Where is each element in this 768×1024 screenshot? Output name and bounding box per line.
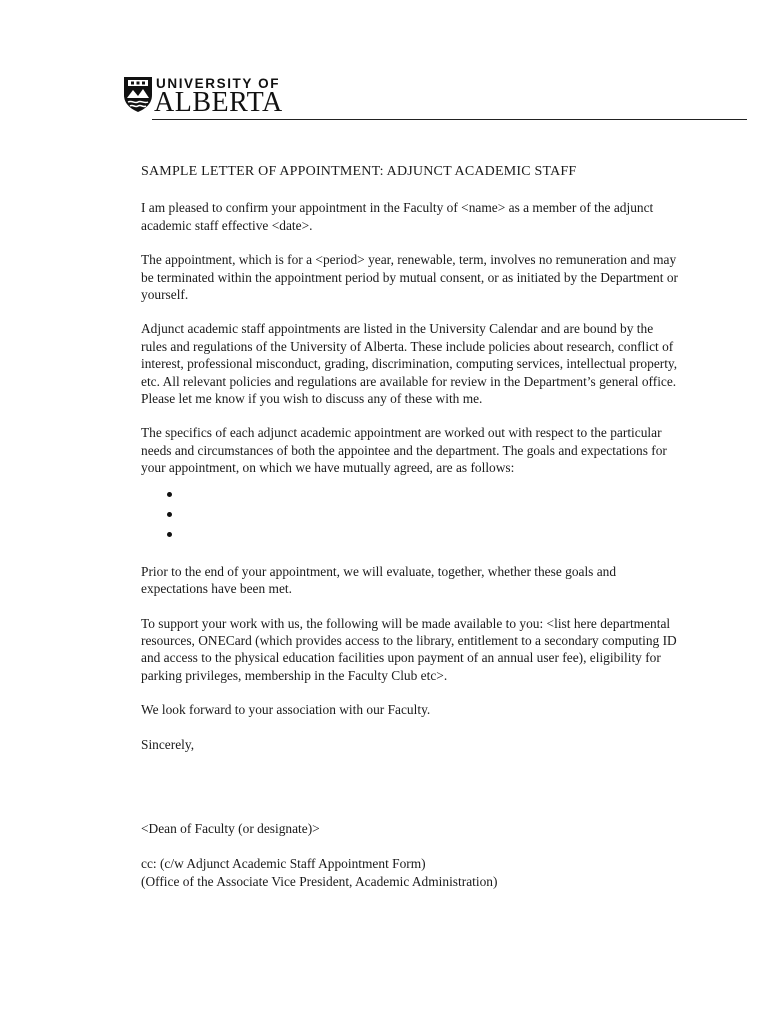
salutation-sincerely: Sincerely, <box>141 736 195 752</box>
paragraph-resources: To support your work with us, the following will be made available to you: <list here departmental resources, ONECard (which provides access to the library, entitlement to a secondary computing ID and access to the physical education facilities upon payment of an annual user fee), eligibility for parking privileges, membership in the Faculty Club etc>. <box>141 615 677 683</box>
empty-bullet-item <box>141 525 681 545</box>
empty-bullet-item <box>141 505 681 525</box>
paragraph-goals: The specifics of each adjunct academic appointment are worked out with respect to the particular needs and circumstances of both the appointee and the department. The goals and expectations for your appointment, on which we have mutually agreed, are as follows: <box>141 425 667 476</box>
cc-line-office: (Office of the Associate Vice President, Academic Administration) <box>141 873 498 889</box>
university-logo <box>100 53 315 123</box>
letter-body <box>141 163 681 890</box>
paragraph-policies: Adjunct academic staff appointments are listed in the University Calendar and are bound by the rules and regulations of the University of Alberta. These include policies about research, conflict of interest, professional misconduct, grading, discrimination, computing services, intellectual property, etc. All relevant policies and regulations are available for review in the Department’s general office. Please let me know if you wish to discuss any of these with me. <box>141 321 678 407</box>
cc-line-form: cc: (c/w Adjunct Academic Staff Appointment Form) <box>141 856 426 872</box>
university-crest-icon <box>122 75 154 113</box>
paragraph-term: The appointment, which is for a <period> year, renewable, term, involves no remuneration and may be terminated within the appointment period by mutual consent, or as initiated by the Department or yourself. <box>141 252 678 303</box>
signatory-line: <Dean of Faculty (or designate)> <box>141 820 320 836</box>
paragraph-closing: We look forward to your association with our Faculty. <box>141 702 431 718</box>
paragraph-evaluation: Prior to the end of your appointment, we will evaluate, together, whether these goals and expectations have been met. <box>141 563 617 597</box>
letter-title: SAMPLE LETTER OF APPOINTMENT: ADJUNCT ACADEMIC STAFF <box>141 164 577 179</box>
header-divider <box>152 119 747 120</box>
goals-bullet-list <box>141 485 681 545</box>
logo-alberta-text: ALBERTA <box>154 87 283 118</box>
signature-space <box>141 770 681 820</box>
paragraph-confirmation: I am pleased to confirm your appointment in the Faculty of <name> as a member of the adjunct academic staff effective <date>. <box>141 200 654 233</box>
logo-university-of-text: UNIVERSITY OF <box>156 76 281 91</box>
empty-bullet-item <box>141 485 681 505</box>
